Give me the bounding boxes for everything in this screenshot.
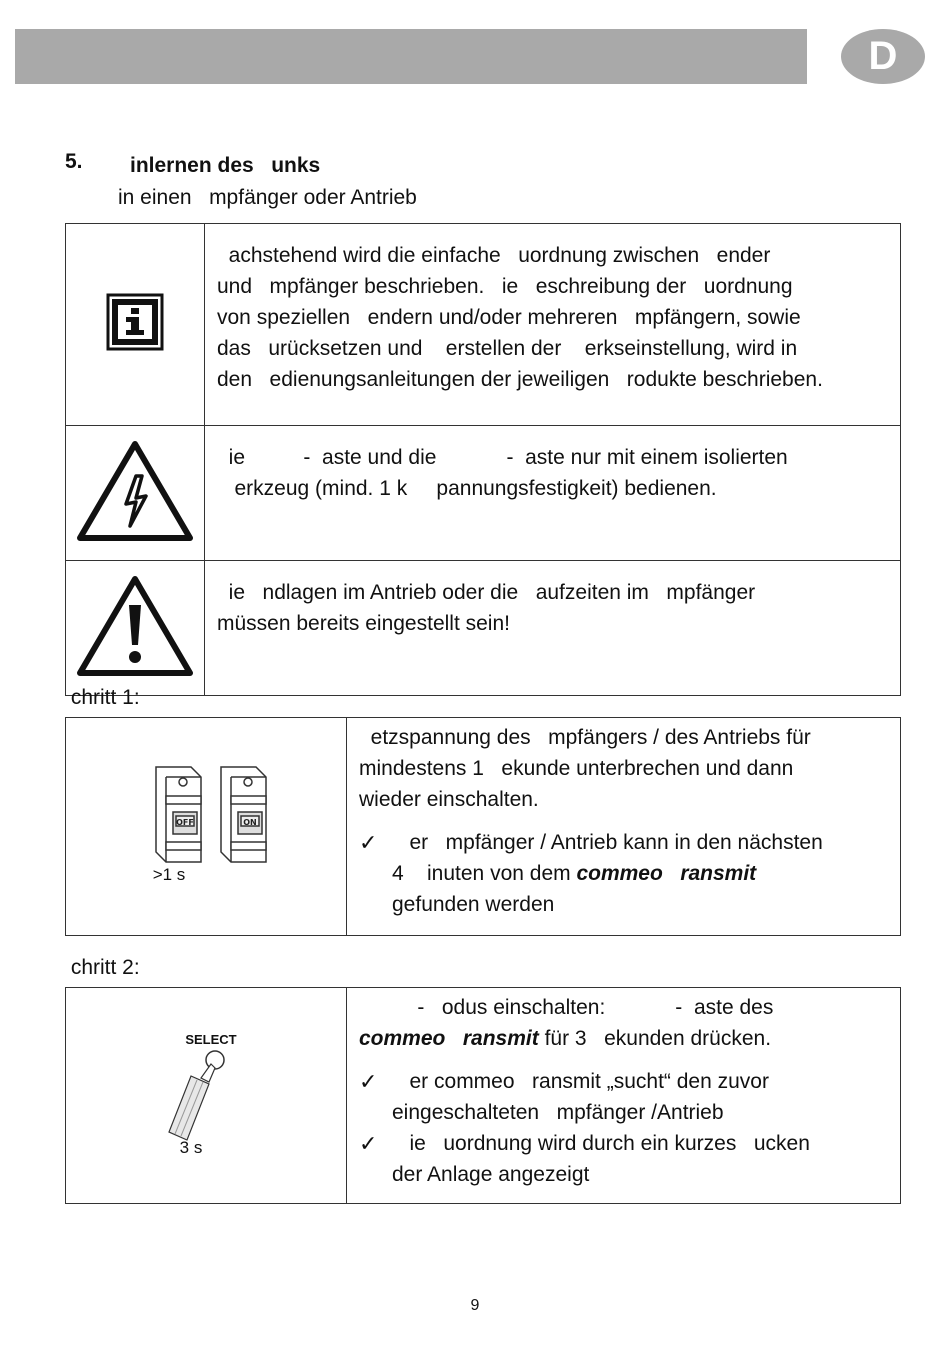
off-label: OFF [176, 817, 194, 827]
page-number: 9 [470, 1297, 480, 1314]
check-item [359, 827, 900, 920]
step-1-label: chritt 1: [65, 686, 140, 709]
check-line: er mpfänger / Antrieb kann in den nächsten [392, 831, 823, 854]
notice-line: und mpfänger beschrieben. ie eschreibung der uordnung [217, 275, 793, 298]
check-line: der Anlage angezeigt [392, 1163, 590, 1186]
notice-line: erkzeug (mind. 1 k pannungsfestigkeit) bedienen. [217, 477, 717, 500]
notice-line: den edienungsanleitungen der jeweiligen rodukte beschrieben. [217, 368, 823, 391]
step-line: etzspannung des mpfängers / des Antriebs für [359, 726, 811, 749]
step-line: mindestens 1 ekunde unterbrechen und dann [359, 757, 794, 780]
step-1-table [65, 717, 901, 936]
check-item [359, 1128, 900, 1190]
notice-icon-cell [66, 224, 205, 426]
notice-text-cell [205, 224, 901, 426]
caution-warning-icon [76, 575, 194, 677]
step-2-image-cell [66, 988, 347, 1204]
language-badge: D [841, 29, 925, 84]
check-line: gefunden werden [392, 893, 555, 916]
step-line: commeo ransmit für 3 ekunden drücken. [359, 1027, 772, 1050]
check-item [359, 1066, 900, 1128]
checkmark-icon: ✓ [359, 1131, 378, 1156]
section-number: 5. [65, 150, 83, 173]
product-name: commeo ransmit [576, 862, 757, 885]
duration-caption: 3 s [179, 1138, 203, 1157]
notice-table [65, 223, 901, 696]
step-1-image-cell [66, 718, 347, 936]
notice-icon-cell [66, 561, 205, 696]
high-voltage-warning-icon [76, 440, 194, 542]
circuit-breaker-icon [131, 762, 281, 887]
notice-line: ie - aste und die - aste nur mit einem isolierten [217, 446, 788, 469]
notice-line: das urücksetzen und erstellen der erkseinstellung, wird in [217, 337, 798, 360]
duration-caption: >1 s [152, 864, 186, 884]
checkmark-icon: ✓ [359, 830, 378, 855]
step-line: wieder einschalten. [359, 788, 539, 811]
notice-line: müssen bereits eingestellt sein! [217, 612, 510, 635]
pen-press-select-icon [151, 1028, 261, 1158]
notice-text-cell [205, 426, 901, 561]
header-bar [15, 29, 807, 84]
on-label: ON [243, 817, 257, 827]
step-line: - odus einschalten: - aste des [359, 996, 774, 1019]
step-2-text-cell [347, 988, 901, 1204]
info-icon [106, 293, 164, 351]
notice-icon-cell [66, 426, 205, 561]
product-name: commeo ransmit [359, 1027, 539, 1050]
step-2-label: chritt 2: [65, 956, 140, 979]
notice-line: ie ndlagen im Antrieb oder die aufzeiten im mpfänger [217, 581, 756, 604]
step-2-table [65, 987, 901, 1204]
notice-line: von speziellen endern und/oder mehreren mpfängern, sowie [217, 306, 801, 329]
checkmark-icon: ✓ [359, 1069, 378, 1094]
notice-text-cell [205, 561, 901, 696]
check-line: ie uordnung wird durch ein kurzes ucken [392, 1132, 810, 1155]
notice-line: achstehend wird die einfache uordnung zwischen ender [217, 244, 771, 267]
select-label: SELECT [185, 1032, 237, 1047]
check-line: er commeo ransmit „sucht“ den zuvor [392, 1070, 769, 1093]
check-line: eingeschalteten mpfänger /Antrieb [392, 1101, 724, 1124]
section-title: inlernen des unks [130, 154, 321, 177]
section-subtitle: in einen mpfänger oder Antrieb [118, 186, 417, 209]
step-1-text-cell [347, 718, 901, 936]
check-line: 4 inuten von dem commeo ransmit [392, 862, 757, 885]
